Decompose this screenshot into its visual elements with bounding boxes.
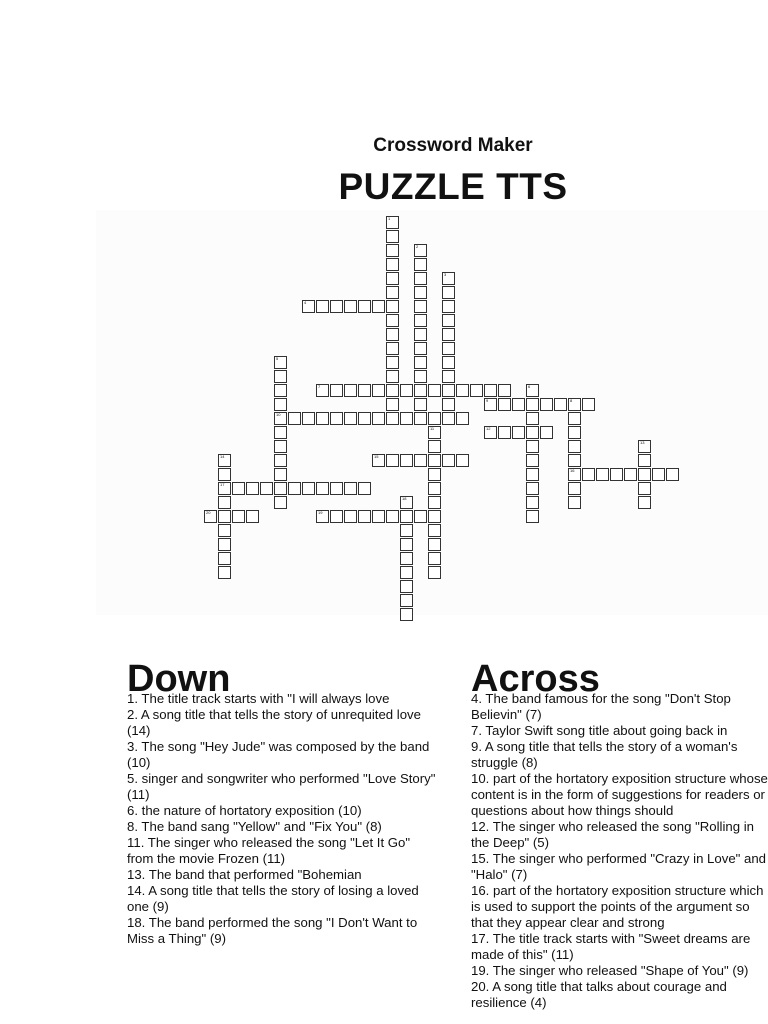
across-clue: 20. A song title that talks about courage and resilience (4) [471, 979, 727, 1010]
down-clue: 11. The singer who released the song "Let It Go" from the movie Frozen (11) [127, 835, 411, 866]
clue-number: 6 [528, 384, 531, 389]
clue-number: 14 [220, 454, 225, 459]
clue-number: 11 [430, 426, 435, 431]
clue-number: 1 [388, 216, 391, 221]
across-heading: Across [471, 658, 600, 692]
clue-number: 16 [570, 468, 575, 473]
clue-number: 15 [374, 454, 379, 459]
clue-number: 13 [640, 440, 645, 445]
across-clue: 10. part of the hortatory exposition structure whose content is in the form of suggestions for readers or questions about how things should [471, 771, 768, 818]
down-clue: 18. The band performed the song "I Don't Want to Miss a Thing" (9) [127, 915, 418, 946]
down-clue: 2. A song title that tells the story of unrequited love (14) [127, 707, 421, 738]
clue-number: 10 [276, 412, 281, 417]
across-clue: 19. The singer who released "Shape of You" (9) [471, 963, 749, 978]
clue-number: 3 [444, 272, 447, 277]
down-clue: 8. The band sang "Yellow" and "Fix You" (8) [127, 819, 382, 834]
clue-number: 9 [486, 398, 489, 403]
down-clue: 13. The band that performed "Bohemian [127, 867, 362, 882]
across-clue: 17. The title track starts with "Sweet dreams are made of this" (11) [471, 931, 751, 962]
down-clue: 3. The song "Hey Jude" was composed by the band (10) [127, 739, 430, 770]
clue-number: 2 [416, 244, 419, 249]
clue-number: 12 [486, 426, 491, 431]
clue-number: 5 [276, 356, 279, 361]
across-clue: 7. Taylor Swift song title about going back in [471, 723, 728, 738]
clue-number: 18 [402, 496, 407, 501]
across-clue: 16. part of the hortatory exposition structure which is used to support the points of the argument so that they appear clear and strong [471, 883, 764, 930]
down-clue: 1. The title track starts with "I will always love [127, 691, 390, 706]
across-clue: 12. The singer who released the song "Rolling in the Deep" (5) [471, 819, 755, 850]
down-heading: Down [127, 658, 231, 692]
down-clue-list [127, 691, 437, 947]
across-clue: 4. The band famous for the song "Don't Stop Believin" (7) [471, 691, 731, 722]
clue-number: 17 [220, 482, 225, 487]
clue-number: 4 [304, 300, 307, 305]
across-clue: 15. The singer who performed "Crazy in Love" and "Halo" (7) [471, 851, 767, 882]
down-clue: 6. the nature of hortatory exposition (10) [127, 803, 362, 818]
crossword-grid-area [96, 210, 768, 615]
clue-number: 8 [570, 398, 573, 403]
crossword-maker-label: Crossword Maker [373, 135, 533, 156]
down-clue: 5. singer and songwriter who performed "Love Story" (11) [127, 771, 436, 802]
clue-number: 7 [318, 384, 321, 389]
across-clue: 9. A song title that tells the story of a woman's struggle (8) [471, 739, 738, 770]
clue-number: 20 [206, 510, 211, 515]
clue-number: 19 [318, 510, 323, 515]
puzzle-title: PUZZLE TTS [338, 166, 568, 207]
across-clue-list [471, 691, 768, 1024]
down-clue: 14. A song title that tells the story of losing a loved one (9) [127, 883, 419, 914]
